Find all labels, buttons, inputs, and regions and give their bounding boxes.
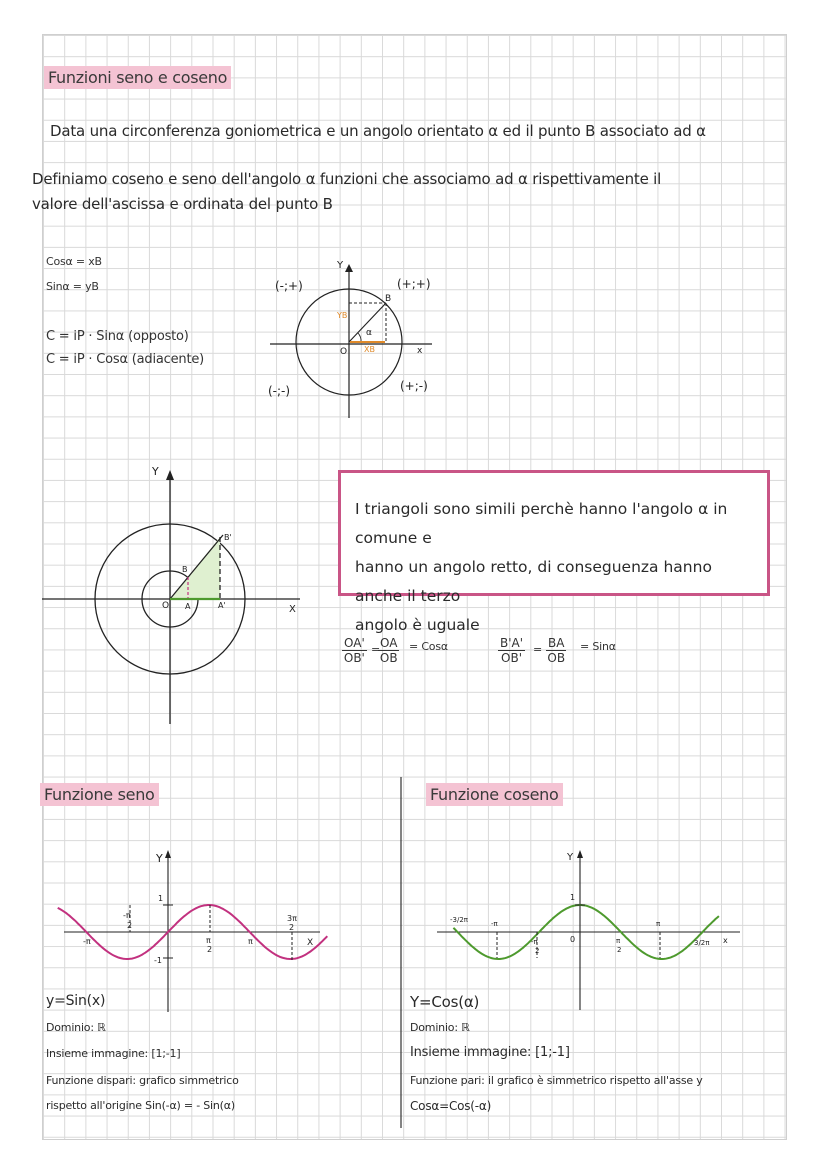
cosine-even-line-2: Cosα=Cos(-α) xyxy=(410,1099,492,1113)
ratio-oa-ob: $\frac{OA}{OB}$ xyxy=(379,636,398,665)
sine-x-label: X xyxy=(307,938,314,948)
cosine-neg-half-pi-den: 2 xyxy=(535,947,540,955)
sin-result: = Sinα xyxy=(580,640,616,653)
cosine-title: Funzione coseno xyxy=(426,783,563,806)
uc-y-label: Y xyxy=(337,260,344,271)
cosine-domain: Dominio: ℝ xyxy=(410,1021,470,1034)
box-line-2: hanno un angolo retto, di conseguenza hanno anche il terzo xyxy=(355,558,712,605)
sine-neg-half-pi-den: 2 xyxy=(127,921,133,930)
cosine-pi: π xyxy=(656,920,661,928)
sine-minus-one: -1 xyxy=(154,956,162,965)
page-title: Funzioni seno e coseno xyxy=(44,66,231,89)
cosine-neg-half-pi-num: -π xyxy=(531,938,538,946)
ratio-ba-ob: $\frac{BA}{OB}$ xyxy=(547,636,566,665)
equals-1: = xyxy=(371,643,381,656)
cosine-half-pi-num: π xyxy=(616,937,621,945)
cosine-neg-three-half-pi: -3/2π xyxy=(450,916,469,924)
cosine-one: 1 xyxy=(570,893,576,902)
sin-definition: Sinα = yB xyxy=(46,280,99,293)
st-b1: B' xyxy=(224,533,232,542)
st-x-label: X xyxy=(289,604,296,615)
st-a: A xyxy=(185,602,191,611)
ratio-oa1-ob1: $\frac{OA'}{OB'}$ xyxy=(343,636,365,665)
sine-range: Insieme immagine: [1;-1] xyxy=(46,1047,181,1060)
sine-half-pi-den: 2 xyxy=(207,945,213,954)
ratio-b1a1-ob1: $\frac{B'A'}{OB'}$ xyxy=(500,636,524,665)
sine-three-half-pi-den: 2 xyxy=(289,923,295,932)
quadrant-3: (-;-) xyxy=(268,384,291,398)
cosine-three-half-pi: 3/2π xyxy=(694,939,710,947)
definition-line-2: valore dell'ascissa e ordinata del punto B xyxy=(32,195,333,213)
sine-formula: y=Sin(x) xyxy=(46,993,106,1009)
cosine-x-label: x xyxy=(723,936,728,945)
uc-x-label: x xyxy=(417,346,423,356)
sine-title: Funzione seno xyxy=(40,783,159,806)
st-origin: O xyxy=(162,601,170,611)
box-line-3: angolo è uguale xyxy=(355,616,480,634)
c-sin-formula: C = iP · Sinα (opposto) xyxy=(46,329,189,344)
sine-domain: Dominio: ℝ xyxy=(46,1021,106,1034)
sine-odd-line-2: rispetto all'origine Sin(-α) = - Sin(α) xyxy=(46,1099,235,1112)
definition-line-1: Definiamo coseno e seno dell'angolo α funzioni che associamo ad α rispettivamente il xyxy=(32,170,662,188)
cos-definition: Cosα = xB xyxy=(46,255,102,268)
quadrant-2: (-;+) xyxy=(275,279,303,293)
cosine-half-pi-den: 2 xyxy=(617,946,622,954)
quadrant-1: (+;+) xyxy=(397,277,431,291)
sine-one: 1 xyxy=(158,894,164,903)
st-a1: A' xyxy=(218,601,226,610)
cosine-neg-pi: -π xyxy=(491,920,498,928)
sine-odd-line-1: Funzione dispari: grafico simmetrico xyxy=(46,1074,239,1087)
uc-alpha: α xyxy=(366,328,372,338)
uc-xb: XB xyxy=(364,345,375,354)
cosine-range: Insieme immagine: [1;-1] xyxy=(410,1045,570,1060)
uc-origin: O xyxy=(340,347,348,357)
sine-neg-pi: -π xyxy=(83,937,91,946)
cos-result: = Cosα xyxy=(409,640,448,653)
sine-pi: π xyxy=(248,937,253,946)
sine-y-label: Y xyxy=(156,852,163,865)
cosine-formula: Y=Cos(α) xyxy=(410,993,480,1011)
quadrant-4: (+;-) xyxy=(400,379,428,393)
equals-2: = xyxy=(533,643,543,656)
st-y-label: Y xyxy=(152,465,159,478)
box-line-1: I triangoli sono simili perchè hanno l'angolo α in comune e xyxy=(355,500,728,547)
cosine-y-label: Y xyxy=(567,852,574,863)
cosine-origin: 0 xyxy=(570,935,576,944)
st-b: B xyxy=(182,565,188,574)
sine-half-pi-num: π xyxy=(206,936,211,945)
sine-neg-half-pi-num: -π xyxy=(123,911,131,920)
c-cos-formula: C = iP · Cosα (adiacente) xyxy=(46,352,205,367)
sine-three-half-pi-num: 3π xyxy=(287,914,297,923)
uc-point-b: B xyxy=(385,294,392,304)
cosine-even-line-1: Funzione pari: il grafico è simmetrico rispetto all'asse y xyxy=(410,1074,703,1087)
uc-yb: YB xyxy=(337,311,348,320)
intro-text: Data una circonferenza goniometrica e un angolo orientato α ed il punto B associato ad α xyxy=(50,122,706,140)
